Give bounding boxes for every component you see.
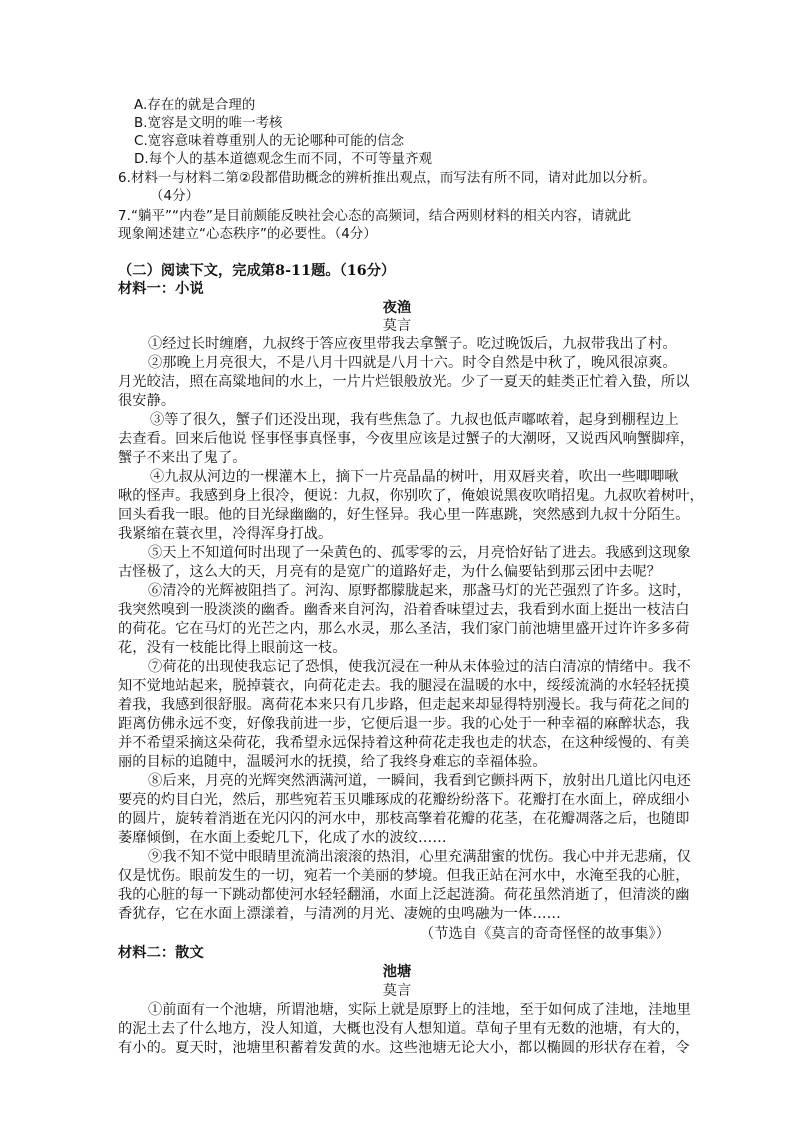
story-line: 很安静。 bbox=[118, 393, 176, 409]
question-6-score: （4分） bbox=[150, 189, 200, 204]
story-line: 我的心脏的每一下跳动都使河水轻轻翻涌，水面上泛起涟漪。荷花虽然消逝了，但清淡的幽 bbox=[118, 887, 690, 903]
story-line: 距离仿佛永远不变，好像我前进一步，它便后退一步。我的心处于一种幸福的麻醉状态，我 bbox=[118, 716, 690, 732]
story-line: ⑥清冷的光辉被阻挡了。河沟、原野都朦胧起来，那盏马灯的光芒强烈了许多。这时， bbox=[148, 583, 691, 599]
question-7-cont: 现象阐述建立“心态秩序”的必要性。（4分） bbox=[118, 227, 377, 242]
story-line: 去查看。回来后他说 怪事怪事真怪事，今夜里应该是过蟹子的大潮呀，又说西风响蟹脚痒， bbox=[118, 431, 695, 447]
story-line: 的圆片，旋转着消逝在光闪闪的河水中，那枝高擎着花瓣的花茎，在花瓣凋落之后，也随即 bbox=[118, 811, 690, 827]
story-line: 知不觉地站起来，脱掉蓑衣，向荷花走去。我的腿浸在温暖的水中，绥绥流淌的水轻轻抚摸 bbox=[118, 678, 690, 694]
story-line: 回头看我一眼。他的目光绿幽幽的，好生怪异。我心里一阵惠跳，突然感到九叔十分陌生。 bbox=[118, 507, 690, 523]
story-line: ⑤天上不知道何时出现了一朵黄色的、孤零零的云，月亮恰好钻了进去。我感到这现象 bbox=[148, 545, 691, 561]
option-b: B.宽容是文明的唯一考核 bbox=[134, 116, 283, 131]
story-line: 蟹子不来出了鬼了。 bbox=[118, 450, 247, 466]
story-line: ⑦荷花的出现使我忘记了恐惧，使我沉浸在一种从未体验过的洁白清凉的情绪中。我不 bbox=[148, 659, 691, 675]
story-line: 古怪极了，这么大的天，月亮有的是宽广的道路好走，为什么偏要钻到那云团中去呢？ bbox=[118, 564, 661, 580]
story-line: ③等了很久，蟹子们还没出现，我有些焦急了。九叔也低声嘟哝着，起身到棚程边上 bbox=[150, 412, 679, 428]
story-author: 莫言 bbox=[382, 318, 412, 334]
question-7: 7.“躺平”“内卷”是目前颇能反映社会心态的高频词，结合两则材料的相关内容，请就此 bbox=[118, 209, 632, 224]
story-line: 丽的目标的追随中，温暖河水的抚摸，给了我终身难忘的幸福体验。 bbox=[118, 754, 547, 770]
story-line: 月光皎洁，照在高粱地间的水上，一片片烂银般放光。少了一夏天的蛙类正忙着入蛰，所以 bbox=[118, 374, 690, 390]
story-line: 啾的怪声。我感到身上很冷，便说：九叔，你别吹了，俺娘说黑夜吹哨招鬼。九叔吹着树叶， bbox=[118, 488, 704, 504]
essay-author: 莫言 bbox=[382, 983, 412, 999]
story-line: 香犹存，它在水面上漂漾着，与清冽的月光、凄婉的虫鸣融为一体…… bbox=[118, 906, 561, 922]
option-c: C.宽容意味着尊重别人的无论哪种可能的信念 bbox=[134, 134, 405, 149]
story-line: 着我，我感到很舒服。离荷花本来只有几步路，但走起来却显得特别漫长。我与荷花之间的 bbox=[118, 697, 690, 713]
essay-line: 有小的。夏天时，池塘里积蓄着发黄的水。这些池塘无论大小，都以椭圆的形状存在着，令 bbox=[118, 1040, 690, 1056]
story-source: （节选自《莫言的奇奇怪怪的故事集》） bbox=[419, 926, 670, 942]
essay-title: 池塘 bbox=[382, 964, 412, 980]
story-line: 我突然嗅到一股淡淡的幽香。幽香来自河沟，沿着香味望过去，我看到水面上挺出一枝洁白 bbox=[118, 602, 690, 618]
essay-line: ①前面有一个池塘，所谓池塘，实际上就是原野上的洼地，至于如何成了洼地，洼地里 bbox=[148, 1002, 691, 1018]
option-a: A.存在的就是合理的 bbox=[134, 98, 256, 113]
section-heading: （二）阅读下文，完成第8-11题。（16分） bbox=[118, 263, 396, 279]
material-2-label: 材料二：散文 bbox=[118, 945, 204, 961]
story-line: 仅是忧伤。眼前发生的一切，宛若一个美丽的梦境。但我正站在河水中，水淹至我的心脏， bbox=[118, 868, 690, 884]
essay-line: 的泥土去了什么地方，没人知道，大概也没有人想知道。草甸子里有无数的池塘，有大的， bbox=[118, 1021, 690, 1037]
story-line: ⑨我不知不觉中眼睛里流淌出滚滚的热泪，心里充满甜蜜的忧伤。我心中并无悲痛，仅 bbox=[148, 849, 691, 865]
option-d: D.每个人的基本道德观念生而不同，不可等量齐观 bbox=[134, 152, 433, 167]
story-line: 的荷花。它在马灯的光芒之内，那么水灵，那么圣洁，我们家门前池塘里盛开过许许多多荷 bbox=[118, 621, 690, 637]
story-line: ④九叔从河边的一棵灌木上，摘下一片亮晶晶的树叶，用双唇夹着，吹出一些唧唧啾 bbox=[150, 469, 679, 485]
story-line: ②那晚上月亮很大，不是八月十四就是八月十六。时令自然是中秋了，晚风很凉爽。 bbox=[148, 355, 677, 371]
story-line: 我紧缩在蓑衣里，冷得浑身打战。 bbox=[118, 526, 333, 542]
material-1-label: 材料一：小说 bbox=[118, 281, 204, 297]
story-line: 并不希望采摘这朵荷花，我希望永远保持着这种荷花走我也走的状态，在这种绥慢的、有美 bbox=[118, 735, 690, 751]
story-line: 萎靡倾倒，在水面上委蛇几下，化成了水的波纹…… bbox=[118, 830, 447, 846]
story-line: ⑧后来，月亮的光辉突然洒满河道，一瞬间，我看到它颤抖两下，放射出几道比闪电还 bbox=[148, 773, 691, 789]
story-line: 花，没有一枝能比得上眼前这一枝。 bbox=[118, 640, 347, 656]
question-6: 6.材料一与材料二第②段都借助概念的辨析推出观点，而写法有所不同，请对此加以分析。 bbox=[118, 171, 656, 186]
story-line: ①经过长时缠磨，九叔终于答应夜里带我去拿蟹子。吃过晚饭后，九叔带我出了村。 bbox=[148, 336, 677, 352]
story-line: 要亮的灼目白光，然后，那些宛若玉贝雕琢成的花瓣纷纷落下。花瓣打在水面上，碎成细小 bbox=[118, 792, 690, 808]
story-title: 夜渔 bbox=[382, 300, 412, 316]
